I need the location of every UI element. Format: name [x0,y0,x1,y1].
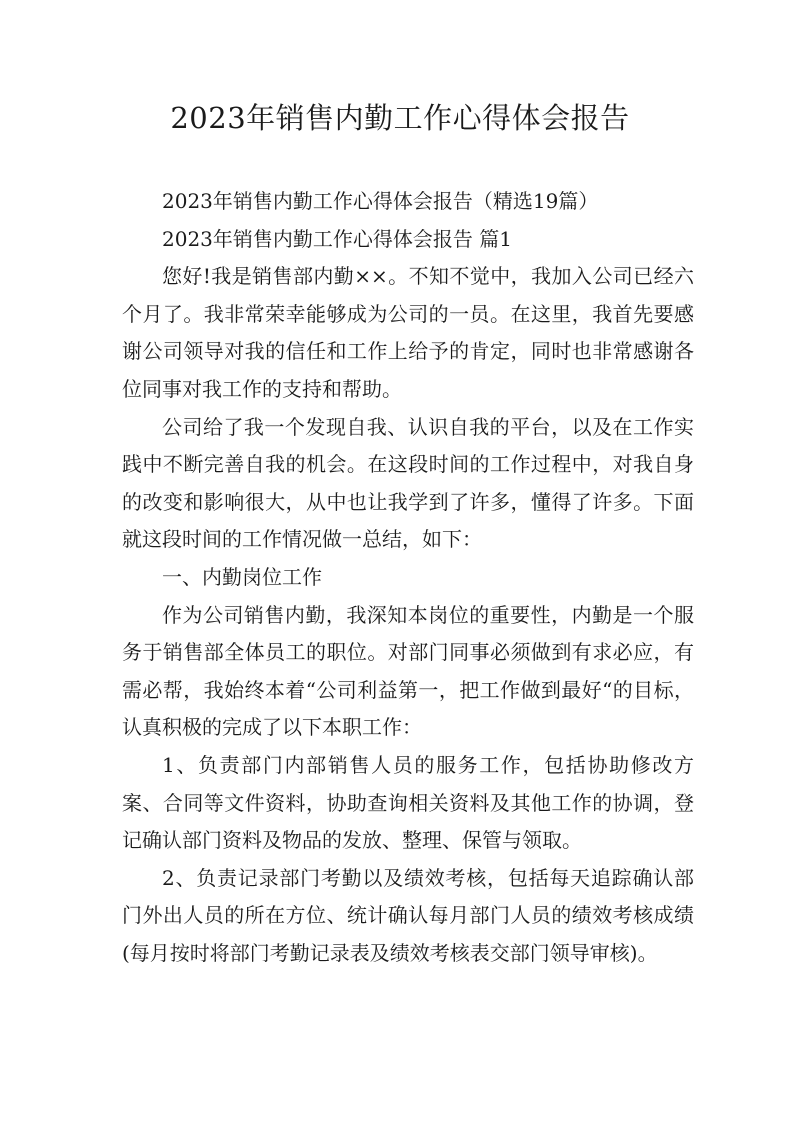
body-paragraph: 公司给了我一个发现自我、认识自我的平台，以及在工作实践中不断完善自我的机会。在这段时间的工作过程中，对我自身的改变和影响很大，从中也让我学到了许多，懂得了许多。下面就这段时间的工作情况做一总结，如下： [122,414,694,552]
body-paragraph: 作为公司销售内勤，我深知本岗位的重要性，内勤是一个服务于销售部全体员工的职位。对部门同事必须做到有求必应，有需必帮，我始终本着“公司利益第一，把工作做到最好“的目标，认真积极的完成了以下本职工作： [122,602,694,740]
document-body [122,183,694,972]
body-paragraph: 2、负责记录部门考勤以及绩效考核，包括每天追踪确认部门外出人员的所在方位、统计确认每月部门人员的绩效考核成绩(每月按时将部门考勤记录表及绩效考核表交部门领导审核)。 [122,865,694,965]
section-heading: 一、内勤岗位工作 [162,564,322,589]
document-title: 2023年销售内勤工作心得体会报告 [170,101,630,135]
body-paragraph: 1、负责部门内部销售人员的服务工作，包括协助修改方案、合同等文件资料，协助查询相关资料及其他工作的协调，登记确认部门资料及物品的发放、整理、保管与领取。 [122,752,694,853]
body-paragraph: 您好!我是销售部内勤××。不知不觉中，我加入公司已经六个月了。我非常荣幸能够成为公司的一员。在这里，我首先要感谢公司领导对我的信任和工作上给予的肯定，同时也非常感谢各位同事对我工作的支持和帮助。 [122,264,694,401]
article-heading: 2023年销售内勤工作心得体会报告 篇1 [162,226,512,251]
collection-heading: 2023年销售内勤工作心得体会报告（精选19篇） [162,189,599,213]
